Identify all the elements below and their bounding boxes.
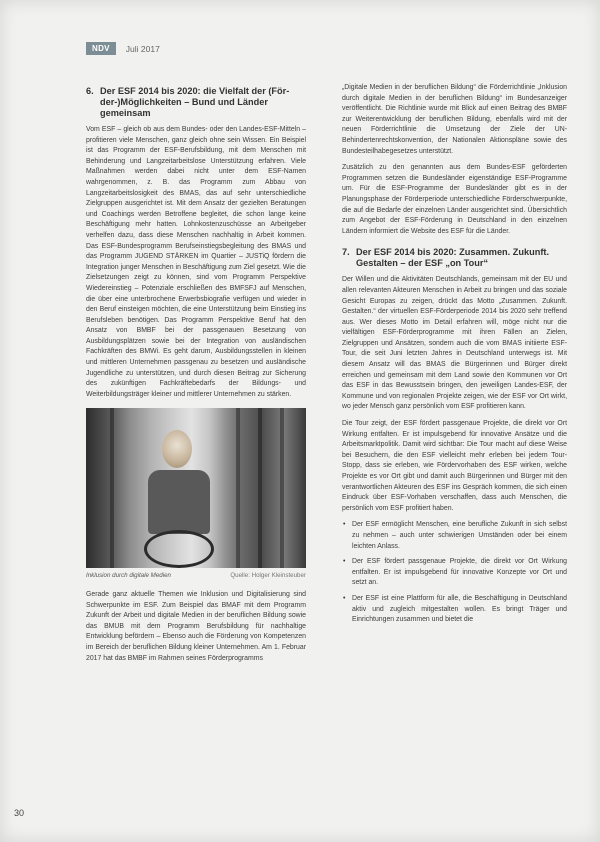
- issue-date: Juli 2017: [125, 43, 160, 54]
- section-6-after-photo: Gerade ganz aktuelle Themen wie Inklusion und Digitalisierung sind Schwerpunkte im ESF. Zum Beispiel das BMAF mit dem Programm Zukunft der Arbeit und digitale Medien in der beruflichen Bildung sowie das BMUB mit dem Programm Berufsbildung für nachhaltige Entwicklung befördern – Ebenso auch die Förderung von Kompetenzen im Bereich der beruflichen Bildung kleiner Unternehmen. Am 1. Februar 2017 hat das BMBF im Rahmen seines Förderprogramms: [86, 591, 306, 662]
- page-number: 30: [14, 808, 25, 818]
- photo-caption-row: [86, 571, 306, 582]
- section-6-title: Der ESF 2014 bis 2020: die Vielfalt der (För- der-)Möglichkeiten – Bund und Länder gemeinsam: [100, 86, 290, 118]
- person-in-wheelchair-figure: [144, 430, 214, 568]
- right-paragraph-1: „Digitale Medien in der beruflichen Bildung“ die Förderrichtlinie „Inklusion durch digitale Medien in der beruflichen Bildung“ im Bundesanzeiger veröffentlicht. Die Richtlinie wurde mit Blick auf einen Beitrag des BMBF zur Weiterentwicklung der beruflichen Bildung, ebenfalls wird mit der neuen Förderrichtlinie die Umsetzung der Ziele der UN-Behindertenrechtskonvention, der Nationalen Aktionspläne sowie des Bundesteilhabegesetzes unterstützt.: [342, 84, 567, 155]
- right-column: [342, 83, 567, 631]
- photo-credit: Quelle: Holger Kleinsteuber: [230, 572, 306, 580]
- section-7-paragraph-2: Die Tour zeigt, der ESF fördert passgenaue Projekte, die direkt vor Ort Wirkung entfalten. Er ist impulsgebend für innovative Ansätze und die Arbeitsmarktpolitik. Damit wird sichtbar: Die Tour macht auf diese Weise bei Besuchern, die den ESF vielleicht mehr erleben bei jedem Tour-Stopp, dass sie erleben, wie Fördervorhaben des ESF wirken, welche Projekte es vor Ort gibt und damit auch Bürgerinnen und Bürger mit den verantwortlichen Akteuren des ESF ins Gespräch kommen, die sich einen Eindruck über ESF-Vorhaben verschaffen, dass auch Menschen, die persönlich vom ESF profitiert haben.: [342, 420, 567, 512]
- list-item: • Der ESF ist eine Plattform für alle, die Beschäftigung in Deutschland aktiv und zugleich mitgestalten wollen. Es bringt Träger und Einrichtungen zusammen und bietet die: [352, 594, 567, 626]
- section-7-title: Der ESF 2014 bis 2020: Zusammen. Zukunft. Gestalten – der ESF „on Tour“: [356, 247, 550, 269]
- list-item: • Der ESF ermöglicht Menschen, eine berufliche Zukunft in sich selbst zu nehmen – auch unter schwierigen Umständen oder bei einem leichten Anlass.: [352, 520, 567, 552]
- left-column: [86, 86, 306, 670]
- section-7-number: 7.: [342, 247, 350, 258]
- right-paragraph-2: Zusätzlich zu den genannten aus dem Bundes-ESF geförderten Programmen setzen die Bundesländer eigenständige ESF-Programme um. Für die ESF-Programme der Bundesländer gibt es in der Planungsphase der Förderperiode unterschiedliche Förderschwerpunkte, die auf die Bedarfe der einzelnen Länder ausgerichtet sind. Übersichtlich zum Angebot der ESF-Förderung in Deutschland in den einzelnen Ländern informiert die Website des ESF für die Länder.: [342, 164, 567, 235]
- section-7-bullet-list: [342, 520, 567, 625]
- list-item: • Der ESF fördert passgenaue Projekte, die direkt vor Ort Wirkung entfalten. Er ist impulsgebend für innovative Konzepte vor Ort und setzt an.: [352, 557, 567, 589]
- section-6-paragraph: Vom ESF – gleich ob aus dem Bundes- oder den Landes-ESF-Mitteln – profitieren viele Menschen, ganz gleich ohne sein Wissen. Ein Beispiel ist das Programm der ESF-Berufsbildung, mit dem Menschen mit Behinderung und Langzeitarbeitslose Unterstützung erfahren. Viele Maßnahmen werden dabei nicht unter dem ESF-Namen wahrgenommen, z. B. das Programm zum Abbau von Langzeitarbeitslosigkeit des BMAS, das auf sehr unterschiedliche Zielgruppen ausgerichtet ist. Mit dem Ansatz der gezielten Beratungen und Coachings werden Betroffene begleitet, die schon lange keine Beschäftigung mehr hatten. Lohnkostenzuschüsse an Arbeitgeber verhelfen dazu, dass diese Menschen nachhaltig in Arbeit kommen. Das ESF-Bundesprogramm Berufseinstiegsbegleitung des BMAS und das Programm JUGEND STÄRKEN im Quartier – JUSTiQ fördern die Integration junger Menschen in Beschäftigung zum Ziel gesetzt. Wie die Zielsetzungen zeigt zu können, sind vom Programm Perspektive Wiedereinstieg – Potenziale erschließen des BMFSFJ auf Menschen, die über eine unterbrochene Erwerbsbiografie verfügen und wieder in den Beruf einsteigen möchten, die eine Unterstützung beim Einstieg ins Berufsleben benötigen. Das Programm Perspektive Beruf hat den Ansatz von BMBF bei der passgenauen Besetzung von Ausbildungsplätzen sowie bei der Integration von ausländischen Fachkräften des BMWi. Es geht darum, Ausbildungsstellen in kleinen und mittleren Unternehmen passgenau zu besetzen und ausländische Jugendliche zu unterstützen, und durch diesen Beitrag zur Sicherung des zukünftigen Fachkräftebedarfs der Bildungs- und Weiterbildungsträger kleiner und mittlerer Unternehmen zu stärken.: [86, 126, 306, 398]
- inclusion-photo: [86, 408, 306, 568]
- publication-badge: NDV: [86, 42, 116, 55]
- section-7-heading: [342, 247, 567, 269]
- section-6-number: 6.: [86, 86, 94, 96]
- wheelchair-wheel-icon: [144, 530, 214, 568]
- section-7-paragraph-1: Der Willen und die Aktivitäten Deutschlands, gemeinsam mit der EU und allen relevanten Akteuren Menschen in Arbeit zu bringen und das soziale Gesicht Europas zu zeigen, drückt das Motto „Zusammen. Zukunft. Gestalten.“ der virtuellen ESF-Förderperiode 2014 bis 2020 sehr treffend aus. Wer dieses Motto im Detail erfahren will, möge nicht nur die vielfältigen ESF-Förderprogramme mit ihren Fällen an Zielen, Zielgruppen und Ansätzen, sondern auch die vom BMAS initiierte ESF-Tour, die seit Juni letzten Jahres in Deutschland unterwegs ist. Mit diesem Ansatz will das BMAS die Bürgerinnen und Bürger direkt erreichen und gemeinsam mit dem Land sowie den Kommunen vor Ort das ESF in das Bewusstsein bringen, den jeweiligen Landes-ESF, der Kommune und von regionalen Projekte zeigen, wie der ESF vor Ort wirkt, wo jeder Mensch ganz persönlich vom ESF profitieren kann.: [342, 276, 567, 411]
- page-header: [86, 42, 160, 55]
- section-6-heading: [86, 86, 306, 119]
- photo-caption: Inklusion durch digitale Medien: [86, 572, 171, 580]
